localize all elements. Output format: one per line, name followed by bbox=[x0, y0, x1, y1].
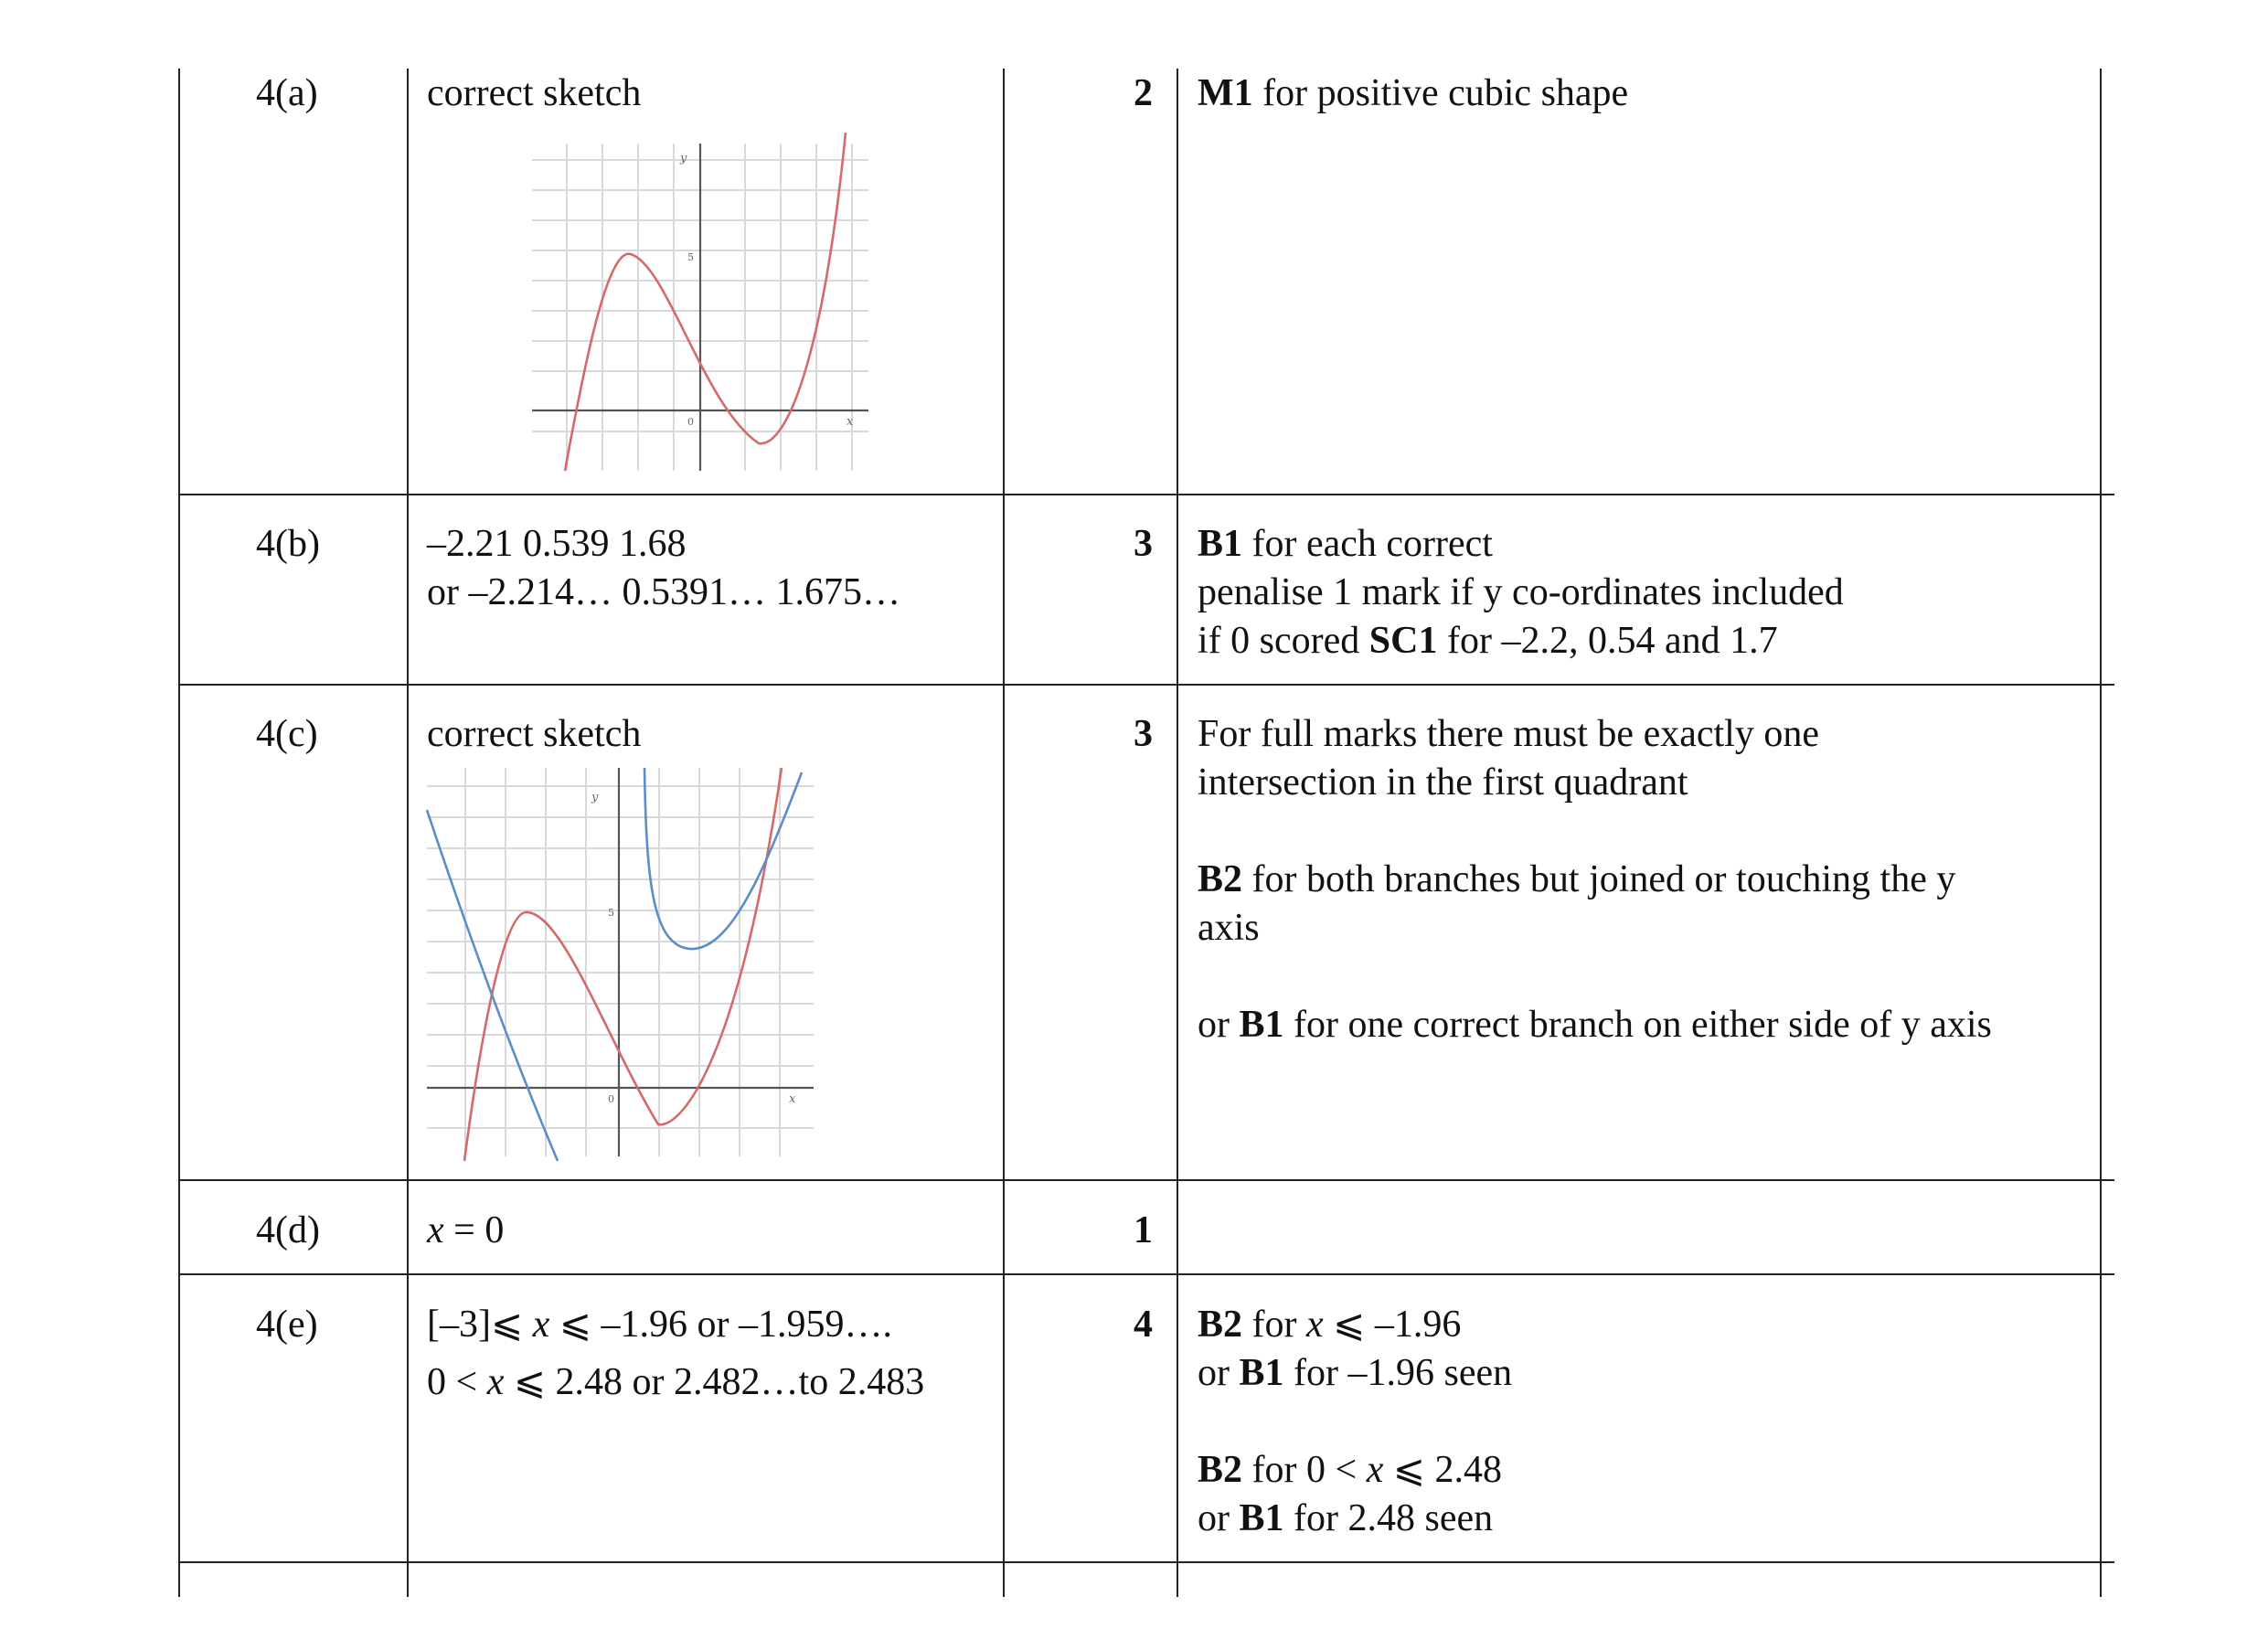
table-divider-3 bbox=[1177, 69, 1178, 1597]
guidance-fragment: for bbox=[1242, 1304, 1306, 1346]
y-axis-label: y bbox=[680, 152, 687, 165]
variable-x: x bbox=[427, 1209, 444, 1251]
row-divider-a bbox=[178, 494, 2114, 495]
guidance-text bbox=[1198, 1495, 1493, 1543]
answer-text: –2.21 0.539 1.68 bbox=[427, 523, 687, 565]
cubic-and-reciprocal-sketch-c bbox=[425, 768, 818, 1161]
table-divider-1 bbox=[407, 69, 409, 1597]
guidance-text: intersection in the first quadrant bbox=[1198, 761, 1688, 804]
answer-text bbox=[427, 1301, 892, 1349]
marks-value: 2 bbox=[1134, 72, 1153, 114]
mark-code: B2 bbox=[1198, 1304, 1243, 1346]
guidance-text: axis bbox=[1198, 907, 1260, 949]
guidance-fragment: for 2.48 seen bbox=[1283, 1497, 1494, 1539]
table-border-left bbox=[178, 69, 180, 1597]
answer-text: correct sketch bbox=[427, 713, 642, 755]
guidance-fragment: for positive cubic shape bbox=[1252, 72, 1629, 114]
answer-text bbox=[427, 1358, 924, 1407]
row-divider-d bbox=[178, 1273, 2114, 1275]
x-axis-label: x bbox=[789, 1092, 796, 1106]
question-label: 4(d) bbox=[256, 1209, 320, 1251]
guidance-text bbox=[1198, 1349, 1512, 1398]
guidance-text bbox=[1198, 1001, 1992, 1049]
guidance-text bbox=[1198, 69, 1628, 118]
variable-x: x bbox=[532, 1304, 550, 1346]
guidance-fragment: for 0 < bbox=[1242, 1449, 1367, 1491]
marks-value: 4 bbox=[1134, 1304, 1153, 1346]
origin-label: 0 bbox=[687, 416, 694, 428]
marks-value: 1 bbox=[1134, 1209, 1153, 1251]
tick-label-5: 5 bbox=[608, 907, 614, 919]
answer-fragment: ⩽ 2.48 or 2.482…to 2.483 bbox=[504, 1361, 925, 1403]
question-label: 4(b) bbox=[256, 523, 320, 565]
mark-code: B1 bbox=[1239, 1352, 1284, 1394]
marks-value: 3 bbox=[1134, 523, 1153, 565]
sketch-grid bbox=[427, 768, 814, 1156]
question-label: 4(c) bbox=[256, 713, 318, 755]
variable-x: x bbox=[1366, 1449, 1384, 1491]
guidance-fragment: for both branches but joined or touching the y bbox=[1242, 858, 1956, 900]
guidance-text bbox=[1198, 520, 1493, 569]
reciprocal-branch-left bbox=[427, 810, 558, 1161]
cubic-curve bbox=[464, 768, 782, 1161]
mark-code: M1 bbox=[1198, 72, 1253, 114]
guidance-text: penalise 1 mark if y co-ordinates included bbox=[1198, 571, 1844, 613]
answer-fragment: [–3]⩽ bbox=[427, 1304, 533, 1346]
guidance-fragment: for –2.2, 0.54 and 1.7 bbox=[1437, 620, 1778, 662]
answer-text bbox=[427, 1207, 504, 1255]
guidance-fragment: or bbox=[1198, 1352, 1240, 1394]
question-label: 4(a) bbox=[256, 72, 318, 114]
answer-text: correct sketch bbox=[427, 72, 642, 114]
guidance-text bbox=[1198, 1301, 1461, 1349]
row-divider-b bbox=[178, 684, 2114, 686]
origin-label: 0 bbox=[608, 1093, 614, 1105]
row-divider-e bbox=[178, 1561, 2114, 1563]
marks-value: 3 bbox=[1134, 713, 1153, 755]
variable-x: x bbox=[1306, 1304, 1324, 1346]
table-divider-2 bbox=[1003, 69, 1005, 1597]
guidance-fragment: ⩽ –1.96 bbox=[1323, 1304, 1462, 1346]
answer-fragment: 0 < bbox=[427, 1361, 487, 1403]
answer-fragment: ⩽ –1.96 or –1.959…. bbox=[549, 1304, 893, 1346]
mark-code: B1 bbox=[1239, 1497, 1284, 1539]
guidance-fragment: or bbox=[1198, 1004, 1240, 1046]
guidance-text bbox=[1198, 856, 1955, 904]
tick-label-5: 5 bbox=[687, 251, 694, 263]
guidance-fragment: for –1.96 seen bbox=[1283, 1352, 1513, 1394]
mark-code: B1 bbox=[1198, 523, 1243, 565]
mark-code: SC1 bbox=[1368, 620, 1438, 662]
guidance-text bbox=[1198, 1446, 1502, 1495]
cubic-curve bbox=[565, 133, 846, 471]
guidance-fragment: for one correct branch on either side of y axis bbox=[1283, 1004, 1992, 1046]
x-axis-label: x bbox=[847, 415, 854, 429]
mark-code: B2 bbox=[1198, 1449, 1243, 1491]
guidance-text: For full marks there must be exactly one bbox=[1198, 713, 1819, 755]
guidance-text bbox=[1198, 617, 1778, 665]
answer-fragment: = 0 bbox=[443, 1209, 505, 1251]
table-border-right bbox=[2100, 69, 2102, 1597]
guidance-fragment: ⩽ 2.48 bbox=[1383, 1449, 1503, 1491]
row-divider-c bbox=[178, 1179, 2114, 1181]
answer-text: or –2.214… 0.5391… 1.675… bbox=[427, 571, 900, 613]
cubic-sketch-a bbox=[530, 133, 873, 475]
question-label: 4(e) bbox=[256, 1304, 318, 1346]
mark-code: B2 bbox=[1198, 858, 1243, 900]
guidance-fragment: if 0 scored bbox=[1198, 620, 1369, 662]
guidance-fragment: or bbox=[1198, 1497, 1240, 1539]
mark-code: B1 bbox=[1239, 1004, 1284, 1046]
variable-x: x bbox=[486, 1361, 505, 1403]
y-axis-label: y bbox=[591, 791, 599, 804]
guidance-fragment: for each correct bbox=[1242, 523, 1493, 565]
